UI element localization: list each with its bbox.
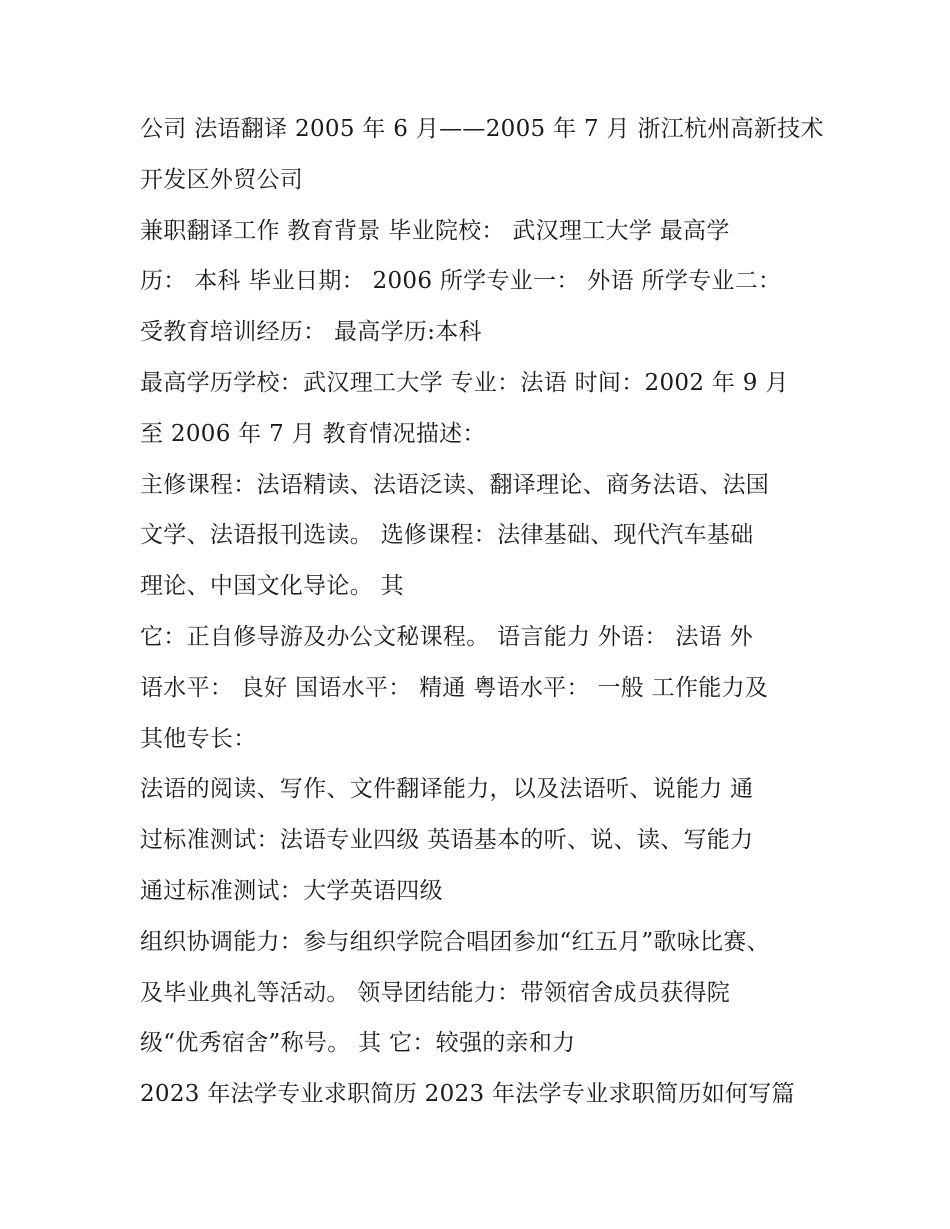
text-line: 通过标准测试：大学英语四级	[140, 877, 443, 904]
text-line: 它：正自修导游及办公文秘课程。 语言能力 外语： 法语 外	[140, 623, 753, 650]
text-line: 至 2006 年 7 月 教育情况描述：	[140, 420, 486, 447]
text-line: 及毕业典礼等活动。 领导团结能力：带领宿舍成员获得院	[140, 979, 731, 1006]
text-line: 法语的阅读、写作、文件翻译能力，以及法语听、说能力 通	[140, 776, 754, 803]
text-line: 开发区外贸公司	[140, 166, 304, 193]
text-line: 最高学历学校：武汉理工大学 专业：法语 时间：2002 年 9 月	[140, 369, 789, 396]
text-line: 主修课程：法语精读、法语泛读、翻译理论、商务法语、法国	[140, 471, 770, 498]
text-line: 历： 本科 毕业日期： 2006 所学专业一： 外语 所学专业二：	[140, 268, 782, 295]
text-line: 过标准测试：法语专业四级 英语基本的听、说、读、写能力	[140, 827, 754, 854]
text-line: 公司 法语翻译 2005 年 6 月——2005 年 7 月 浙江杭州高新技术	[140, 116, 824, 142]
text-line: 2023 年法学专业求职简历 2023 年法学专业求职简历如何写篇	[140, 1081, 795, 1108]
document-body	[140, 104, 830, 1120]
text-line: 兼职翻译工作 教育背景 毕业院校： 武汉理工大学 最高学	[140, 217, 730, 244]
text-line: 其他专长：	[140, 725, 257, 752]
text-line: 级“优秀宿舍”称号。 其 它：较强的亲和力	[140, 1030, 576, 1057]
text-line: 理论、中国文化导论。 其	[140, 573, 404, 600]
text-line: 语水平： 良好 国语水平： 精通 粤语水平： 一般 工作能力及	[140, 674, 769, 701]
text-line: 受教育培训经历： 最高学历:本科	[140, 319, 482, 346]
text-line: 文学、法语报刊选读。 选修课程：法律基础、现代汽车基础	[140, 522, 754, 549]
text-line: 组织协调能力：参与组织学院合唱团参加“红五月”歌咏比赛、	[140, 928, 770, 955]
